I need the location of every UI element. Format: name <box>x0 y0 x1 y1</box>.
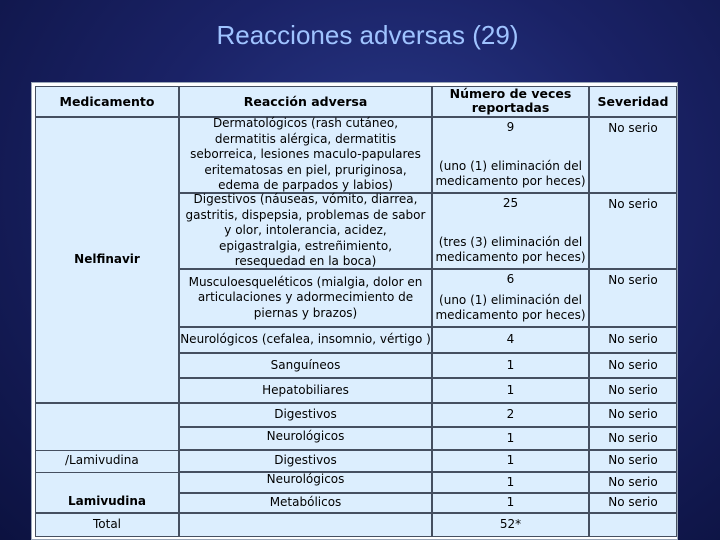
count-neurologicos-nelfinavir: 4 <box>432 327 589 353</box>
severity-metabolicos: No serio <box>589 493 677 513</box>
severity-digestivos-nelfinavir: No serio <box>589 193 677 269</box>
severity-dermatologicos: No serio <box>589 117 677 193</box>
count-digestivos-efavirenz: 2 <box>432 403 589 427</box>
total-label: Total <box>35 513 179 537</box>
header-count: Número de veces reportadas <box>432 86 589 117</box>
count-note: (uno (1) eliminación del medicamento por heces) <box>435 292 586 323</box>
reaction-neurologicos-lamivudina: Neurológicos <box>179 472 432 493</box>
reaction-digestivos-lamivudina: Digestivos <box>179 450 432 472</box>
count-value: 25 <box>502 196 519 210</box>
reaction-metabolicos: Metabólicos <box>179 493 432 513</box>
header-reaction: Reacción adversa <box>179 86 432 117</box>
reaction-hepatobiliares: Hepatobiliares <box>179 378 432 403</box>
reaction-neurologicos-efavirenz: Neurológicos <box>179 427 432 450</box>
count-neurologicos-lamivudina: 1 <box>432 472 589 493</box>
header-severity: Severidad <box>589 86 677 117</box>
reaction-musculoesqueleticos: Musculoesqueléticos (mialgia, dolor en articulaciones y adormecimiento de piernas y brazos) <box>179 269 432 327</box>
severity-neurologicos-nelfinavir: No serio <box>589 327 677 353</box>
severity-digestivos-lamivudina: No serio <box>589 450 677 472</box>
total-reaction-empty <box>179 513 432 537</box>
reaction-neurologicos-nelfinavir: Neurológicos (cefalea, insomnio, vértigo ) <box>179 327 432 353</box>
total-severity-empty <box>589 513 677 537</box>
count-musculoesqueleticos <box>432 269 589 327</box>
severity-sanguineos: No serio <box>589 353 677 378</box>
severity-musculoesqueleticos: No serio <box>589 269 677 327</box>
count-metabolicos: 1 <box>432 493 589 513</box>
severity-digestivos-efavirenz: No serio <box>589 403 677 427</box>
count-neurologicos-efavirenz: 1 <box>432 427 589 450</box>
reaction-dermatologicos: Dermatológicos (rash cutáneo, dermatitis alérgica, dermatitis seborreica, lesiones maculo-papulares eritematosas en piel, pruriginosa, edema de parpados y labios) <box>179 117 432 193</box>
severity-neurologicos-efavirenz: No serio <box>589 427 677 450</box>
reaction-digestivos-nelfinavir: Digestivos (náuseas, vómito, diarrea, gastritis, dispepsia, problemas de sabor y olor, intolerancia, acidez, epigastralgia, estreñimiento, resequedad en la boca) <box>179 193 432 269</box>
drug-lamivudina: Lamivudina <box>35 472 179 513</box>
count-dermatologicos <box>432 117 589 193</box>
count-note: (uno (1) eliminación del medicamento por heces) <box>435 158 586 189</box>
count-value: 9 <box>506 120 515 134</box>
count-digestivos-lamivudina: 1 <box>432 450 589 472</box>
slide-title: Reacciones adversas (29) <box>216 20 519 50</box>
drug-lamivudina-combo: /Lamivudina <box>65 453 139 468</box>
severity-hepatobiliares: No serio <box>589 378 677 403</box>
count-hepatobiliares: 1 <box>432 378 589 403</box>
count-note: (tres (3) eliminación del medicamento por heces) <box>435 234 586 265</box>
adverse-reactions-table <box>31 82 678 540</box>
count-sanguineos: 1 <box>432 353 589 378</box>
total-count: 52* <box>432 513 589 537</box>
header-drug: Medicamento <box>35 86 179 117</box>
severity-neurologicos-lamivudina: No serio <box>589 472 677 493</box>
drug-nelfinavir: Nelfinavir <box>35 117 179 403</box>
reaction-sanguineos: Sanguíneos <box>179 353 432 378</box>
count-value: 6 <box>506 272 515 286</box>
reaction-digestivos-efavirenz: Digestivos <box>179 403 432 427</box>
count-digestivos-nelfinavir <box>432 193 589 269</box>
